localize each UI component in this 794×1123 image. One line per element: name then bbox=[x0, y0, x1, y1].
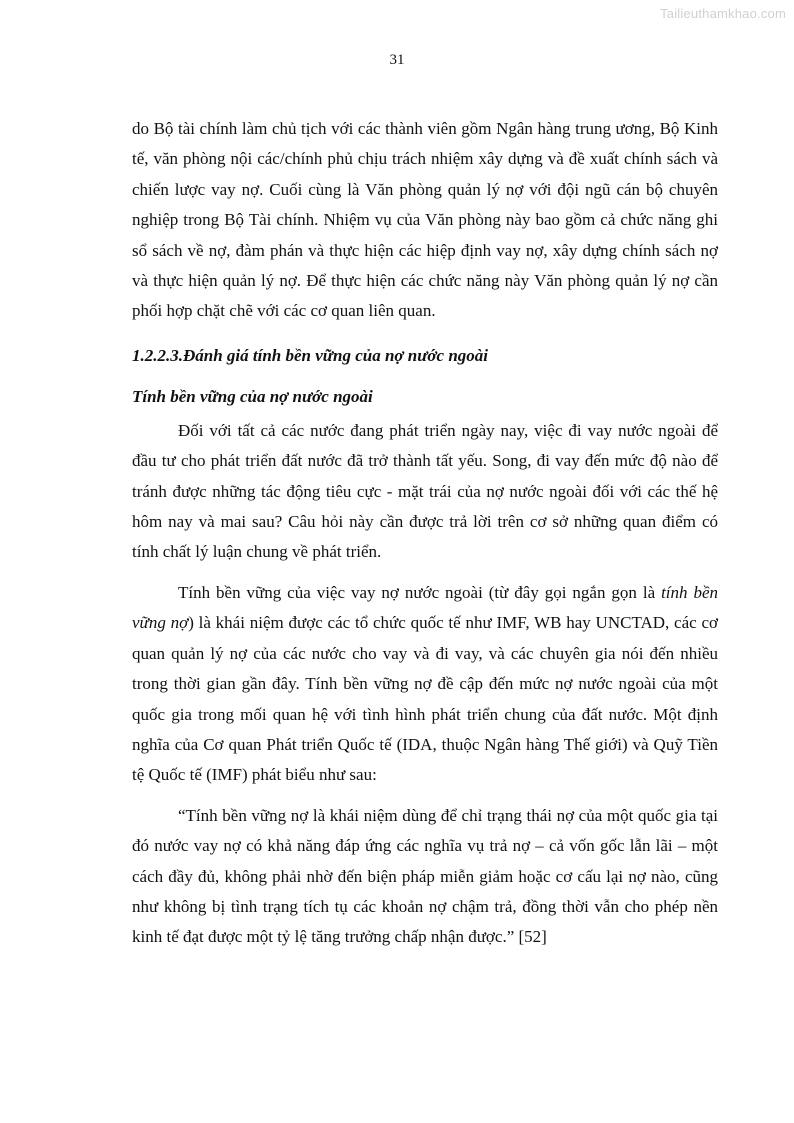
page-number: 31 bbox=[389, 52, 405, 68]
italic-term: tính bền vững nợ bbox=[132, 582, 718, 633]
paragraph-quotation: “Tính bền vững nợ là khái niệm dùng để chỉ trạng thái nợ của một quốc gia tại đó nước vay nợ có khả năng đáp ứng các nghĩa vụ trả nợ – cả vốn gốc lẫn lãi – một cách đầy đủ, không phải nhờ đến biện pháp miễn giảm hoặc cơ cấu lại nợ nào, cũng như không bị tình trạng tích tụ các khoản nợ chậm trả, đồng thời vẫn cho phép nền kinh tế đạt được một tỷ lệ tăng trưởng chấp nhận được.” [52] bbox=[132, 805, 718, 947]
subsection-heading: Tính bền vững của nợ nước ngoài bbox=[132, 386, 373, 406]
watermark-text: Tailieuthamkhao.com bbox=[660, 6, 786, 21]
paragraph-text-after: ) là khái niệm được các tổ chức quốc tế như IMF, WB hay UNCTAD, các cơ quan quản lý nợ của các nước cho vay và đi vay, và các chuyên gia nói đến nhiều trong thời gian gần đây. Tính bền vững nợ đề cập đến mức nợ nước ngoài của một quốc gia trong mối quan hệ với tình hình phát triển chung của đất nước. Một định nghĩa của Cơ quan Phát triển Quốc tế (IDA, thuộc Ngân hàng Thế giới) và Quỹ Tiền tệ Quốc tế (IMF) phát biểu như sau: bbox=[132, 613, 719, 785]
document-body bbox=[132, 114, 718, 963]
paragraph-debt-sustainability-definition bbox=[132, 578, 718, 791]
paragraph-development-need: Đối với tất cả các nước đang phát triển ngày nay, việc đi vay nước ngoài để đầu tư cho phát triển đất nước đã trở thành tất yếu. Song, đi vay đến mức độ nào để tránh được những tác động tiêu cực - mặt trái của nợ nước ngoài đối với các thế hệ hôm nay và mai sau? Câu hỏi này cần được trả lời trên cơ sở những quan điểm có tính chất lý luận chung về phát triển. bbox=[132, 420, 718, 562]
section-heading: 1.2.2.3.Đánh giá tính bền vững của nợ nước ngoài bbox=[132, 345, 489, 365]
paragraph-text-before: Tính bền vững của việc vay nợ nước ngoài (từ đây gọi ngắn gọn là bbox=[178, 582, 662, 602]
paragraph-continued: do Bộ tài chính làm chủ tịch với các thành viên gồm Ngân hàng trung ương, Bộ Kinh tế, văn phòng nội các/chính phủ chịu trách nhiệm xây dựng và đề xuất chính sách và chiến lược vay nợ. Cuối cùng là Văn phòng quản lý nợ với đội ngũ cán bộ chuyên nghiệp trong Bộ Tài chính. Nhiệm vụ của Văn phòng này bao gồm cả chức năng ghi sổ sách về nợ, đàm phán và thực hiện các hiệp định vay nợ, xây dựng chính sách nợ và thực hiện quản lý nợ. Để thực hiện các chức năng này Văn phòng quản lý nợ cần phối hợp chặt chẽ với các cơ quan liên quan. bbox=[132, 119, 718, 321]
